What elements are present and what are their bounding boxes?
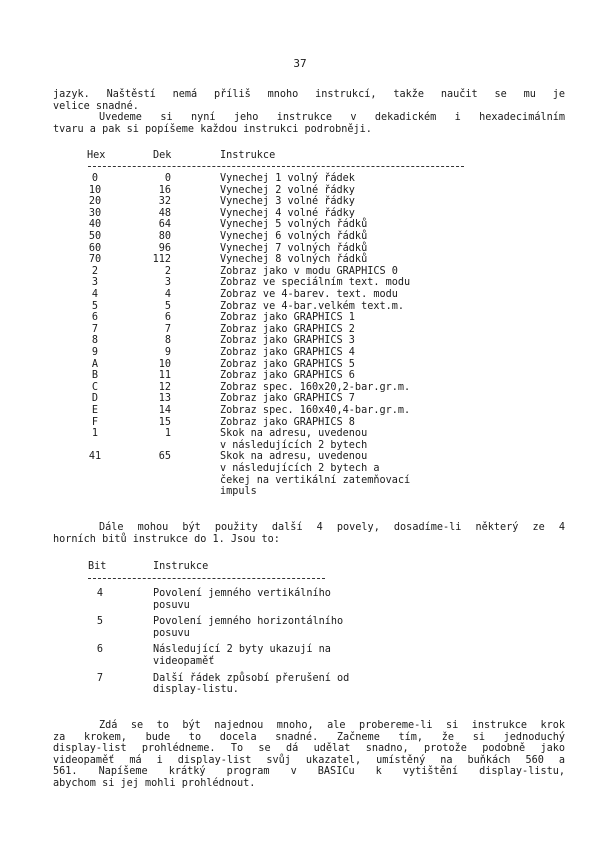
hex-cell: B bbox=[91, 370, 99, 382]
table-row bbox=[0, 196, 600, 208]
instruction-cell: čekej na vertikální zatemňovací bbox=[220, 474, 411, 486]
dek-cell: 10 bbox=[158, 358, 171, 370]
instruction-cell: Zobraz ve 4-bar.velkém text.m. bbox=[220, 300, 405, 312]
table-rule bbox=[88, 578, 325, 579]
dek-cell: 64 bbox=[158, 219, 171, 231]
hex-cell: 9 bbox=[91, 347, 99, 358]
table-row bbox=[0, 382, 600, 394]
instruction-cell: Zobraz jako GRAPHICS 2 bbox=[220, 323, 355, 335]
bit-cell: 4 bbox=[96, 588, 104, 599]
instruction-cell: Zobraz spec. 160x20,2-bar.gr.m. bbox=[220, 381, 411, 393]
bit-row bbox=[0, 616, 600, 639]
table-row bbox=[0, 173, 600, 185]
table-row bbox=[0, 301, 600, 313]
description-line: videopaměť bbox=[153, 655, 215, 667]
hex-cell: 7 bbox=[91, 323, 99, 335]
hex-cell: F bbox=[91, 416, 99, 428]
dek-cell: 1 bbox=[164, 428, 171, 440]
hex-cell: 6 bbox=[91, 312, 99, 324]
hex-cell: 1 bbox=[91, 428, 99, 440]
bit-row bbox=[0, 672, 600, 696]
dek-cell: 0 bbox=[164, 173, 171, 184]
dek-cell: 5 bbox=[164, 300, 171, 312]
table-row bbox=[0, 370, 600, 382]
hex-cell: 70 bbox=[88, 254, 102, 266]
table-row bbox=[0, 335, 600, 347]
instruction-cell: Skok na adresu, uvedenou bbox=[220, 451, 368, 463]
instruction-cell: Zobraz jako GRAPHICS 1 bbox=[220, 312, 355, 324]
dek-cell: 16 bbox=[158, 184, 171, 196]
table-row bbox=[0, 266, 600, 278]
column-header-instrukce: Instrukce bbox=[220, 150, 276, 161]
instruction-cell: Zobraz ve 4-barev. text. modu bbox=[220, 289, 398, 300]
description-line: Povolení jemného vertikálního bbox=[153, 588, 331, 599]
closing-paragraph bbox=[53, 720, 565, 790]
description-line: posuvu bbox=[153, 627, 190, 639]
bit-cell: 6 bbox=[96, 644, 104, 656]
intro-paragraph bbox=[53, 89, 565, 135]
table-row bbox=[0, 289, 600, 301]
bit-description bbox=[153, 673, 349, 696]
bit-cell: 7 bbox=[96, 672, 104, 684]
text-line: tvaru a pak si popíšeme každou instrukci podrobněji. bbox=[53, 123, 372, 135]
hex-cell: 5 bbox=[91, 300, 99, 312]
hex-cell: 41 bbox=[88, 451, 102, 463]
text-line: abychom si jej mohli prohlédnout. bbox=[53, 777, 256, 789]
instruction-cell: Vynechej 5 volných řádků bbox=[220, 219, 368, 231]
table-row bbox=[0, 451, 600, 497]
dek-cell: 65 bbox=[158, 451, 171, 463]
table-row bbox=[0, 393, 600, 405]
text-line: videopaměť má i display-list svůj ukazatel, umístěný na buňkách 560 a bbox=[53, 754, 565, 766]
dek-cell: 6 bbox=[164, 312, 171, 324]
instruction-cell: Skok na adresu, uvedenou bbox=[220, 428, 368, 440]
dek-cell: 80 bbox=[158, 231, 171, 242]
hex-cell: 10 bbox=[88, 184, 102, 196]
bit-description bbox=[153, 588, 331, 611]
instruction-cell: Vynechej 7 volných řádků bbox=[220, 242, 368, 254]
instruction-cell: Zobraz ve speciálním text. modu bbox=[220, 277, 411, 289]
instruction-cell: Vynechej 6 volných řádků bbox=[220, 231, 368, 242]
bit-cell: 5 bbox=[96, 616, 104, 628]
bit-description bbox=[153, 644, 331, 667]
instruction-cell: Zobraz jako GRAPHICS 3 bbox=[220, 335, 355, 347]
hex-cell: 2 bbox=[91, 265, 99, 277]
column-header-instrukce: Instrukce bbox=[153, 561, 209, 572]
dek-cell: 14 bbox=[158, 405, 171, 416]
text-line: za krokem, bude to docela snadné. Začneme tím, že si jednoduchý bbox=[53, 731, 565, 743]
instruction-cell: v následujících 2 bytech a bbox=[220, 462, 380, 474]
column-header-bit: Bit bbox=[88, 561, 107, 572]
dek-cell: 15 bbox=[158, 416, 171, 428]
column-header-hex: Hex bbox=[87, 150, 106, 161]
instruction-cell: Vynechej 4 volné řádky bbox=[220, 207, 355, 219]
hex-cell: A bbox=[91, 358, 99, 370]
hex-cell: 40 bbox=[88, 219, 102, 231]
instruction-cell: Zobraz jako GRAPHICS 7 bbox=[220, 393, 355, 405]
dek-cell: 32 bbox=[158, 196, 171, 208]
bit-row bbox=[0, 644, 600, 667]
dek-cell: 3 bbox=[164, 277, 171, 289]
dek-cell: 11 bbox=[158, 370, 171, 382]
dek-cell: 96 bbox=[158, 242, 171, 254]
bit-row bbox=[0, 588, 600, 611]
dek-cell: 12 bbox=[158, 381, 171, 393]
table-row bbox=[0, 347, 600, 359]
instruction-cell: Zobraz jako GRAPHICS 4 bbox=[220, 347, 355, 358]
table-rule bbox=[88, 166, 464, 167]
table-row bbox=[0, 312, 600, 324]
hex-cell: 8 bbox=[91, 335, 99, 347]
dek-cell: 13 bbox=[158, 393, 171, 405]
text-line: Uvedeme si nyní jeho instrukce v dekadickém i hexadecimálním bbox=[99, 112, 565, 124]
dek-cell: 48 bbox=[158, 207, 171, 219]
hex-cell: C bbox=[91, 381, 99, 393]
instruction-cell: Vynechej 1 volný řádek bbox=[220, 173, 355, 184]
description-line: display-listu. bbox=[153, 684, 239, 696]
description-line: posuvu bbox=[153, 599, 190, 611]
dek-cell: 7 bbox=[164, 323, 171, 335]
dek-cell: 8 bbox=[164, 335, 171, 347]
instruction-cell: Vynechej 8 volných řádků bbox=[220, 254, 368, 266]
text-line: display-list prohlédneme. To se dá udělat snadno, protože podobně jako bbox=[53, 743, 565, 755]
text-line: velice snadné. bbox=[53, 100, 139, 112]
column-header-dek: Dek bbox=[153, 150, 172, 161]
text-line: Zdá se to být najednou mnoho, ale probereme-li si instrukce krok bbox=[99, 720, 565, 731]
dek-cell: 2 bbox=[164, 265, 171, 277]
instruction-cell: Zobraz jako GRAPHICS 8 bbox=[220, 416, 355, 428]
table-row bbox=[0, 359, 600, 371]
instruction-cell: v následujících 2 bytech bbox=[220, 439, 368, 451]
text-line: jazyk. Naštěstí nemá příliš mnoho instrukcí, takže naučit se mu je bbox=[53, 89, 565, 100]
hex-cell: 0 bbox=[91, 173, 99, 184]
hex-cell: 20 bbox=[88, 196, 102, 208]
instruction-cell: Zobraz jako v modu GRAPHICS 0 bbox=[220, 265, 398, 277]
middle-paragraph bbox=[53, 522, 565, 545]
table-row bbox=[0, 208, 600, 220]
instruction-cell: Vynechej 2 volné řádky bbox=[220, 184, 355, 196]
description-line: Následující 2 byty ukazují na bbox=[153, 644, 331, 656]
dek-cell: 4 bbox=[164, 289, 171, 300]
description-line: Povolení jemného horizontálního bbox=[153, 616, 344, 628]
hex-cell: 50 bbox=[88, 231, 102, 242]
instruction-cell: Vynechej 3 volné řádky bbox=[220, 196, 355, 208]
dek-cell: 9 bbox=[164, 347, 171, 358]
text-line: Dále mohou být použity další 4 povely, dosadíme-li některý ze 4 bbox=[99, 522, 565, 533]
table-row bbox=[0, 243, 600, 255]
instruction-cell: Zobraz jako GRAPHICS 6 bbox=[220, 370, 355, 382]
description-line: Další řádek způsobí přerušení od bbox=[153, 672, 350, 684]
table-row bbox=[0, 324, 600, 336]
table-row bbox=[0, 417, 600, 429]
hex-cell: D bbox=[91, 393, 99, 405]
instruction-cell: impuls bbox=[220, 486, 257, 498]
instruction-cell: Zobraz jako GRAPHICS 5 bbox=[220, 358, 355, 370]
table-row bbox=[0, 428, 600, 451]
dek-cell: 112 bbox=[152, 254, 171, 266]
bit-description bbox=[153, 616, 343, 639]
table-row bbox=[0, 405, 600, 417]
table-row bbox=[0, 254, 600, 266]
table-row bbox=[0, 277, 600, 289]
instruction-cell: Zobraz spec. 160x40,4-bar.gr.m. bbox=[220, 405, 411, 416]
page-number: 37 bbox=[293, 57, 307, 70]
hex-cell: 60 bbox=[88, 242, 102, 254]
text-line: 561. Napíšeme krátký program v BASICu k vytištění display-listu, bbox=[53, 766, 565, 778]
hex-cell: 4 bbox=[91, 289, 99, 300]
hex-cell: 3 bbox=[91, 277, 99, 289]
text-line: horních bitů instrukce do 1. Jsou to: bbox=[53, 533, 280, 545]
hex-cell: E bbox=[91, 405, 99, 416]
table-row bbox=[0, 185, 600, 197]
hex-cell: 30 bbox=[88, 207, 102, 219]
table-row bbox=[0, 219, 600, 231]
table-row bbox=[0, 231, 600, 243]
